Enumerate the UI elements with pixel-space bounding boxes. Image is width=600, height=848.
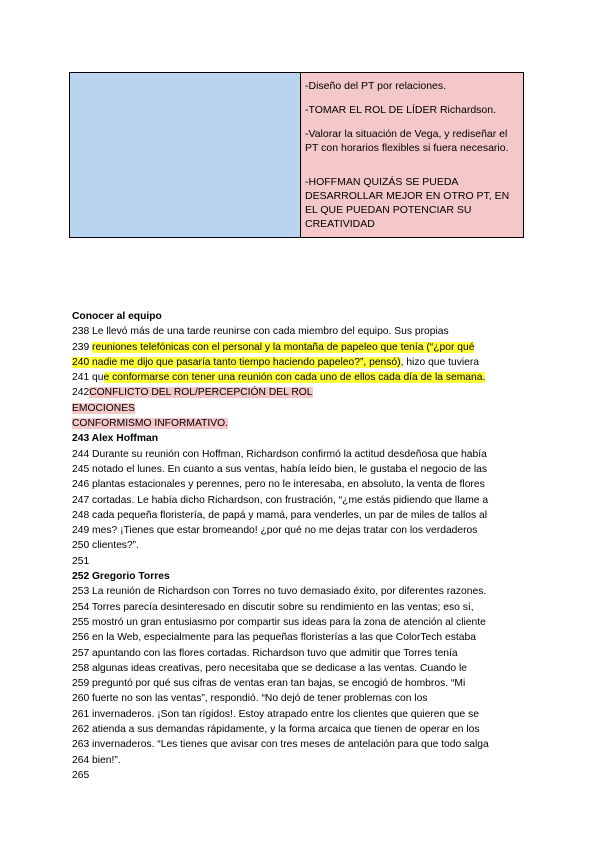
text-line [72,340,532,355]
highlight-yellow: e conformarse con tener una reunión con cada uno de ellos cada día de la semana. [103,372,486,384]
line-number: 239 [72,341,93,353]
text-line: 250 clientes?”. [72,540,139,552]
text-fragment: 241 qu [72,372,104,384]
text-line: 247 cortadas. Le había dicho Richardson, con frustración, “¿me estás pidiendo que llame a [72,494,489,506]
highlight-pink: CONFLICTO DEL ROL/PERCEPCIÓN DEL ROL [89,387,313,399]
text-line: 244 Durante su reunión con Hoffman, Richardson confirmó la actitud desdeñosa que había [72,448,487,460]
text-line: 256 en la Web, especialmente para las pequeñas floristerías a las que ColorTech estaba [72,632,476,644]
highlight-yellow: reuniones telefónicas con el personal y la montaña de papeleo que tenía (“¿por qué [92,341,475,353]
line-number: 242 [72,387,90,399]
text-line: 265 [72,769,90,781]
table-cell-left [70,73,301,237]
document-body [72,309,532,783]
section-heading: Conocer al equipo [72,311,162,322]
table-cell-right [301,73,523,237]
text-line: 259 preguntó por qué sus cifras de ventas eran tan bajas, se encogió de hombros. “Mi [72,678,466,690]
section-heading: 252 Gregorio Torres [72,571,170,583]
text-line: 263 invernaderos. “Les tienes que avisar con tres meses de antelación para que todo salga [72,739,489,751]
highlight-yellow: 240 nadie me dijo que pasaría tanto tiempo haciendo papeleo?”, pensó) [72,356,401,368]
text-line: 262 atienda a sus demandas rápidamente, y la forma arcaica que tienen de operar en los [72,724,480,736]
text-line [72,401,532,416]
text-line: 254 Torres parecía desinteresado en discutir sobre su rendimiento en las ventas; eso sí, [72,601,474,613]
text-line: 264 bien!”. [72,754,121,766]
text-line: 253 La reunión de Richardson con Torres no tuvo demasiado éxito, por diferentes razones. [72,586,487,598]
text-line [72,416,532,431]
note-item: -Diseño del PT por relaciones. [305,80,447,92]
text-line: 255 mostró un gran entusiasmo por compartir sus ideas para la zona de atención al cliente [72,616,486,628]
text-line: 260 fuerte no son las ventas”, respondió. “No dejó de tener problemas con los [72,693,428,705]
note-item: -HOFFMAN QUIZÁS SE PUEDA DESARROLLAR MEJOR EN OTRO PT, EN EL QUE PUEDAN POTENCIAR SU CREATIVIDAD [305,176,510,230]
text-line: 251 [72,555,90,567]
text-line [72,370,532,385]
text-line [72,355,532,370]
text-line: 238 Le llevó más de una tarde reunirse con cada miembro del equipo. Sus propias [72,326,449,338]
text-line [72,385,532,400]
text-fragment: , hizo que tuviera [400,356,480,368]
text-line: 258 algunas ideas creativas, pero necesitaba que se dedicase a las ventas. Cuando le [72,662,467,674]
text-line: 245 notado el lunes. En cuanto a sus ventas, había leído bien, le gustaba el negocio de las [72,463,488,475]
note-item: -Valorar la situación de Vega, y rediseñar el PT con horarios flexibles si fuera necesario. [305,128,509,154]
text-line: 257 apuntando con las flores cortadas. Richardson tuvo que admitir que Torres tenía [72,647,458,659]
text-line: 261 invernaderos. ¡Son tan rígidos!. Estoy atrapado entre los clientes que quieren que se [72,708,479,720]
text-line: 246 plantas estacionales y perennes, pero no le interesaba, en absoluto, la venta de flores [72,479,485,491]
highlight-pink: EMOCIONES [72,402,135,414]
notes-table [69,72,524,238]
section-heading: 243 Alex Hoffman [72,433,159,445]
highlight-pink: CONFORMISMO INFORMATIVO. [72,418,228,430]
text-line: 248 cada pequeña floristería, de papá y mamá, para venderles, un par de miles de tallos al [72,509,487,521]
note-item: -TOMAR EL ROL DE LÍDER Richardson. [305,104,496,116]
text-line: 249 mes? ¡Tienes que estar bromeando! ¿por qué no me dejas tratar con los verdaderos [72,525,478,537]
